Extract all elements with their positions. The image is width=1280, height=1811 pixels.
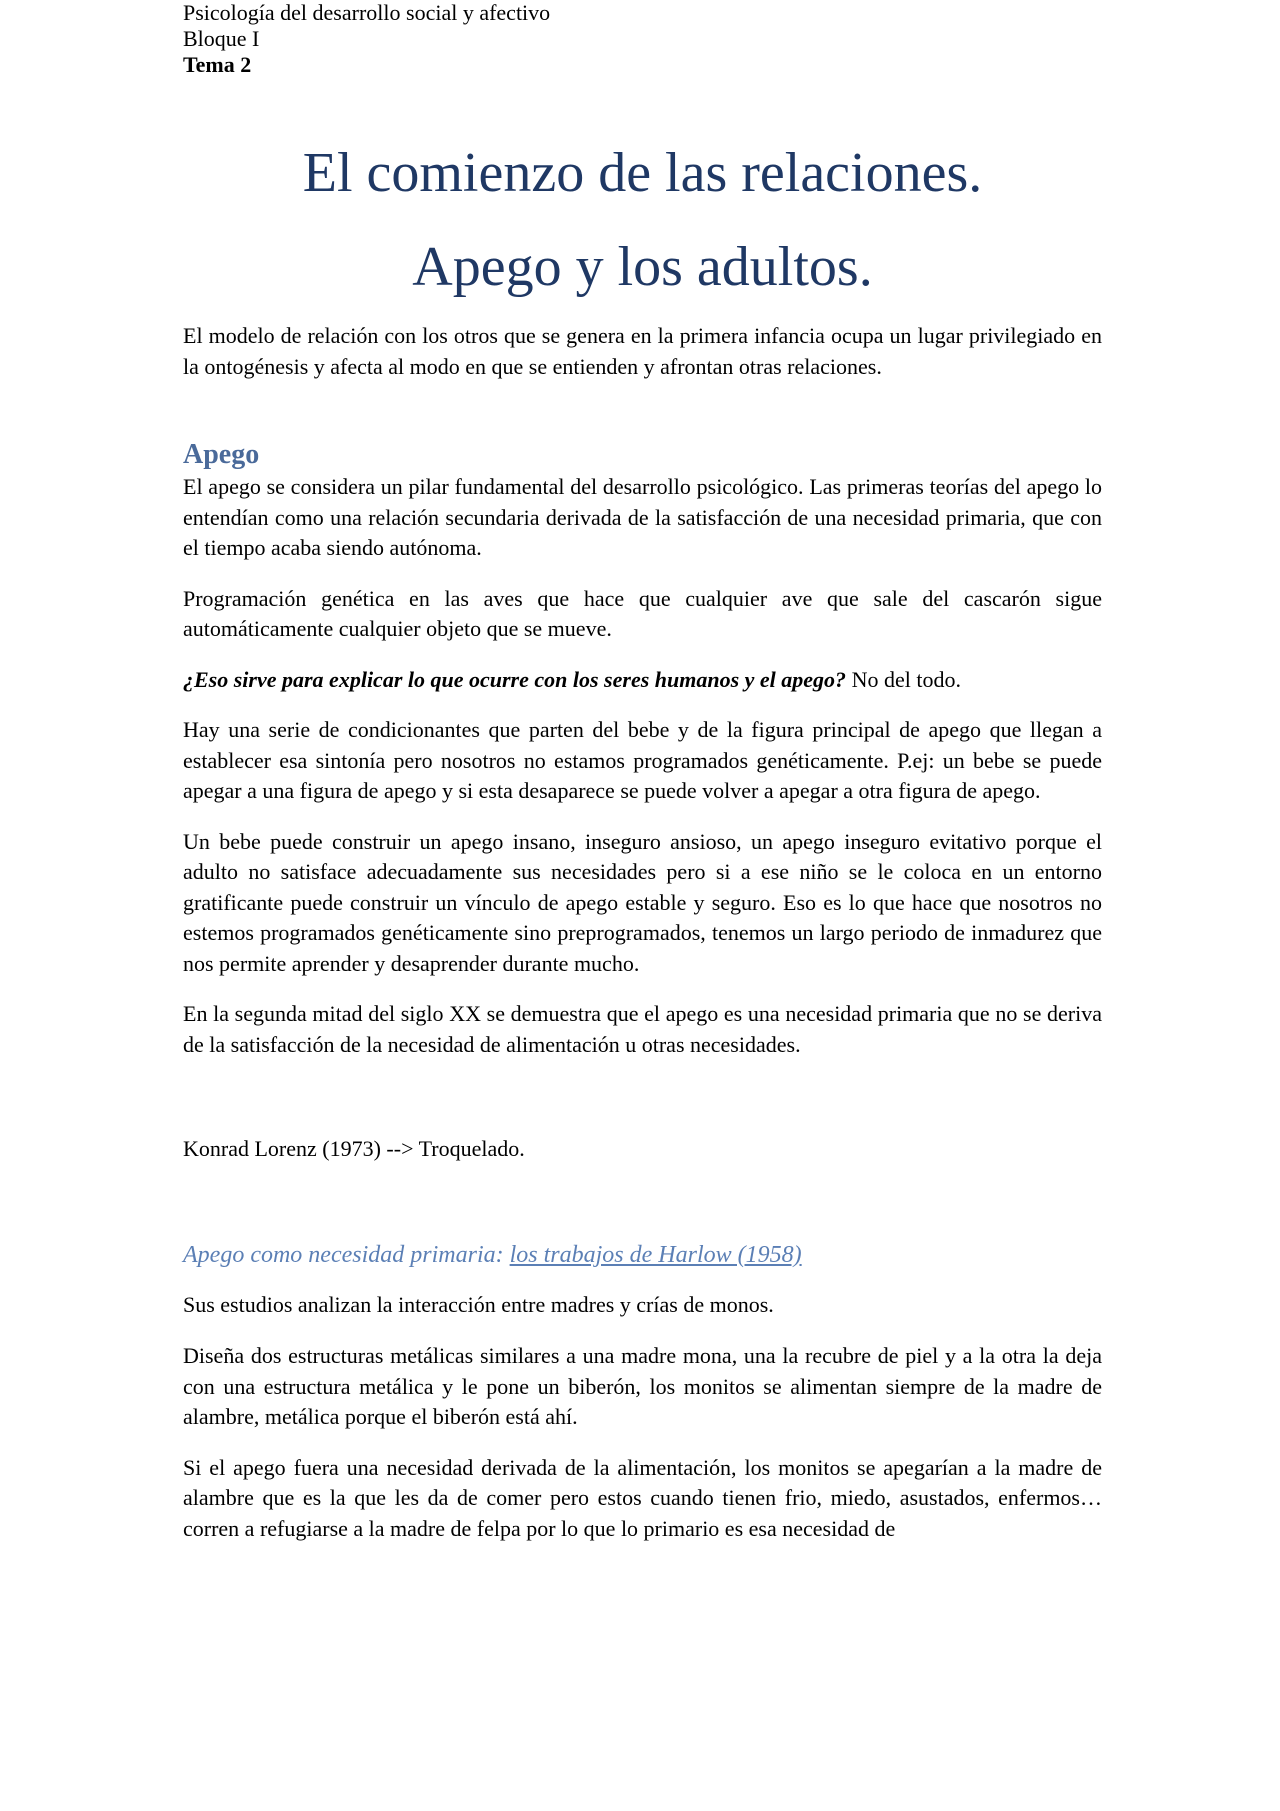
- header-block: Bloque I: [183, 26, 260, 51]
- apego-paragraph-5: Un bebe puede construir un apego insano, inseguro ansioso, un apego inseguro evitativo porque el adulto no satisface adecuadamente sus necesidades pero si a ese niño se le coloca en un entorno gratificante puede construir un vínculo de apego estable y seguro. Eso es lo que hace que nosotros no estemos programados genéticamente sino preprogramados, tenemos un largo periodo de inmadurez que nos permite aprender y desaprender durante mucho.: [183, 828, 1102, 976]
- title-line-1: El comienzo de las relaciones.: [302, 142, 983, 204]
- harlow-paragraph-2: Diseña dos estructuras metálicas similares a una madre mona, una la recubre de piel y a la otra la deja con una estructura metálica y le pone un biberón, los monitos se alimentan siempre de la madre de alambre, metálica porque el biberón está ahí.: [183, 1343, 1102, 1429]
- apego-paragraph-3: [183, 665, 1102, 696]
- harlow-paragraph-1: Sus estudios analizan la interacción entre madres y crías de monos.: [183, 1291, 774, 1317]
- header-course: Psicología del desarrollo social y afectivo: [183, 0, 551, 25]
- lorenz-reference: Konrad Lorenz (1973) --> Troquelado.: [183, 1136, 525, 1161]
- apego-answer: No del todo.: [846, 666, 961, 692]
- document-page: [183, 0, 1102, 1544]
- apego-paragraph-4: Hay una serie de condicionantes que parten del bebe y de la figura principal de apego que llegan a establecer esa sintonía pero nosotros no estamos programados genéticamente. P.ej: un bebe se puede apegar a una figura de apego y si esta desaparece se puede volver a apegar a otra figura de apego.: [183, 717, 1102, 803]
- apego-paragraph-6: En la segunda mitad del siglo XX se demuestra que el apego es una necesidad primaria que no se deriva de la satisfacción de la necesidad de alimentación u otras necesidades.: [183, 1001, 1102, 1057]
- apego-paragraph-1: El apego se considera un pilar fundamental del desarrollo psicológico. Las primeras teorías del apego lo entendían como una relación secundaria derivada de la satisfacción de una necesidad primaria, que con el tiempo acaba siendo autónoma.: [183, 474, 1102, 560]
- apego-question: ¿Eso sirve para explicar lo que ocurre con los seres humanos y el apego?: [183, 666, 847, 692]
- apego-paragraph-2: Programación genética en las aves que hace que cualquier ave que sale del cascarón sigue automáticamente cualquier objeto que se mueve.: [183, 585, 1102, 641]
- harlow-link[interactable]: los trabajos de Harlow (1958): [509, 1241, 802, 1268]
- document-header: [183, 0, 1102, 78]
- harlow-paragraph-3: Si el apego fuera una necesidad derivada de la alimentación, los monitos se apegarían a la madre de alambre que es la que les da de comer pero estos cuando tienen frio, miedo, asustados, enfermos… corren a refugiarse a la madre de felpa por lo que lo primario es esa necesidad de: [183, 1454, 1102, 1541]
- header-topic: Tema 2: [183, 52, 252, 77]
- section-heading-apego: Apego: [183, 439, 260, 470]
- intro-paragraph: El modelo de relación con los otros que se genera en la primera infancia ocupa un lugar privilegiado en la ontogénesis y afecta al modo en que se entienden y afrontan otras relaciones.: [183, 323, 1102, 379]
- harlow-subheading: [183, 1240, 1102, 1270]
- harlow-subheading-prefix: Apego como necesidad primaria:: [183, 1241, 510, 1268]
- title-line-2: Apego y los adultos.: [412, 236, 873, 298]
